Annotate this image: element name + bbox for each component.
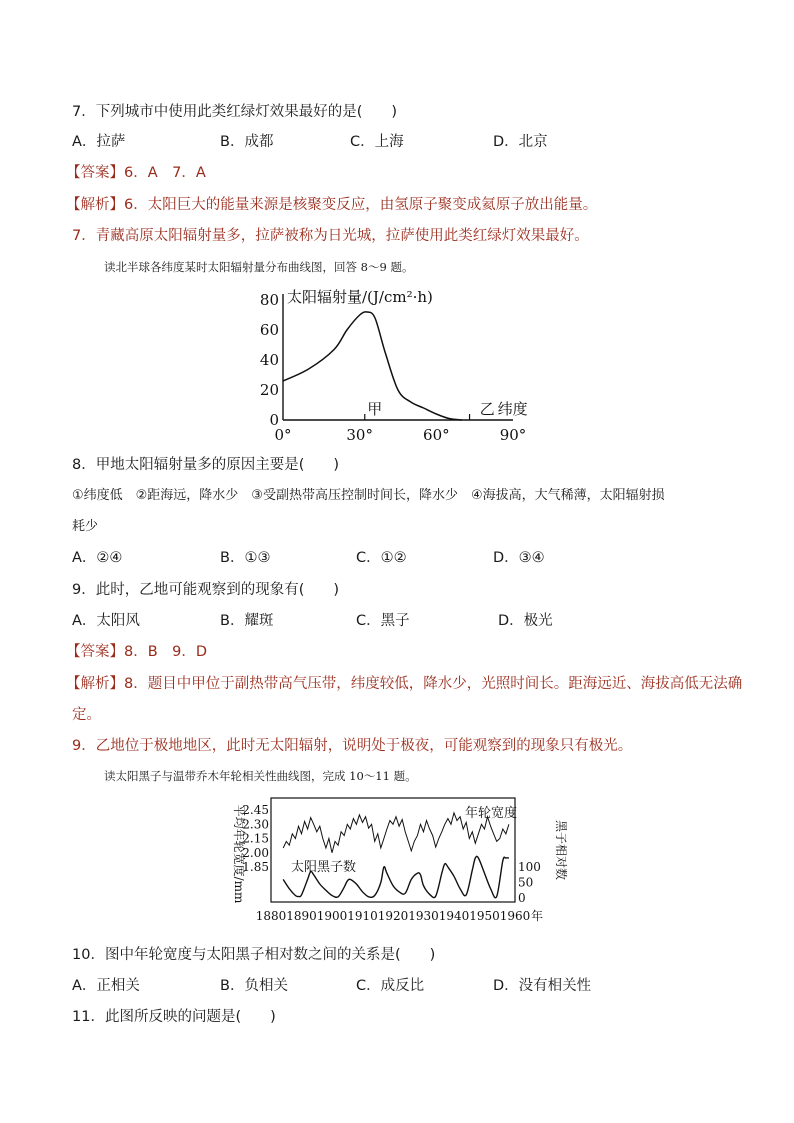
q10-option-b: B．负相关	[220, 978, 288, 994]
tree-ring-sunspot-chart	[225, 795, 568, 930]
y-tick-label: 0	[269, 411, 279, 429]
analysis-6	[66, 195, 597, 215]
answer-8-9	[66, 642, 207, 662]
q8-option-d: D．③④	[493, 550, 545, 566]
x-tick-label: 1880	[255, 909, 287, 923]
analysis-text: 8．题目中甲位于副热带高气压带，纬度较低，降水少，光照时间长。距海远近、海拔高低无法确	[124, 676, 743, 692]
q9-option-d: D．极光	[498, 613, 553, 629]
answer-tag: 【答案】	[66, 165, 124, 181]
question-9-stem: 9．此时，乙地可能观察到的现象有( )	[72, 582, 340, 598]
figure-2-caption: 读太阳黑子与温带乔木年轮相关性曲线图，完成 10～11 题。	[104, 769, 417, 783]
ring-width-series-label: 年轮宽度	[465, 806, 518, 821]
analysis-tag: 【解析】	[66, 676, 124, 692]
solar-radiation-chart	[255, 286, 555, 446]
analysis-text: 6．太阳巨大的能量来源是核聚变反应，由氢原子聚变成氦原子放出能量。	[124, 197, 598, 213]
q7-option-c: C．上海	[350, 134, 404, 150]
x-tick-label: 90°	[499, 426, 527, 444]
chart-title: 太阳辐射量/(J/cm²·h)	[287, 288, 433, 306]
q10-option-d: D．没有相关性	[493, 978, 592, 994]
left-y-tick-label: 2.45	[242, 803, 269, 817]
analysis-8	[66, 674, 742, 694]
y-tick-label: 80	[259, 291, 279, 309]
right-y-axis-label: 黑子相对数	[554, 819, 568, 881]
x-tick-label: 1950	[469, 909, 500, 923]
q8-choices-line1: ①纬度低 ②距海远，降水少 ③受副热带高压控制时间长，降水少 ④海拔高，大气稀薄，太阳辐射损	[72, 488, 665, 503]
q9-option-b: B．耀斑	[220, 613, 274, 629]
x-tick-label: 1900	[316, 909, 348, 923]
q10-option-c: C．成反比	[356, 978, 425, 994]
q7-option-d: D．北京	[493, 134, 548, 150]
q8-choices-line2: 耗少	[72, 519, 99, 534]
left-y-tick-label: 2.15	[242, 831, 269, 846]
y-tick-label: 20	[259, 381, 279, 399]
y-tick-label: 40	[259, 351, 279, 369]
y-tick-label: 60	[259, 321, 279, 339]
q9-option-a: A．太阳风	[72, 613, 140, 629]
analysis-9: 9．乙地位于极地地区，此时无太阳辐射，说明处于极夜，可能观察到的现象只有极光。	[72, 738, 633, 754]
x-tick-label: 60°	[423, 426, 450, 444]
q10-option-a: A．正相关	[72, 978, 140, 994]
x-tick-label: 1960	[499, 909, 531, 923]
left-y-axis-label: 平均年轮宽度/mm	[232, 804, 246, 904]
question-7-stem: 7．下列城市中使用此类红绿灯效果最好的是( )	[72, 104, 398, 120]
q8-option-b: B．①③	[220, 550, 271, 566]
answer-text: 6．A 7．A	[124, 165, 206, 181]
question-11-stem: 11．此图所反映的问题是( )	[72, 1009, 276, 1025]
x-tick-label: 0°	[274, 426, 292, 444]
q9-option-c: C．黑子	[356, 613, 410, 629]
q7-option-a: A．拉萨	[72, 134, 126, 150]
x-tick-label: 1940	[438, 909, 470, 923]
q8-option-c: C．①②	[356, 550, 407, 566]
right-y-tick-label: 0	[518, 891, 526, 905]
x-tick-label: 1920	[377, 909, 409, 923]
analysis-7: 7．青藏高原太阳辐射量多，拉萨被称为日光城，拉萨使用此类红绿灯效果最好。	[72, 228, 589, 244]
answer-6-7	[66, 163, 206, 183]
x-tick-label: 30°	[346, 426, 373, 444]
answer-text: 8．B 9．D	[124, 644, 208, 660]
sunspot-series-label: 太阳黑子数	[291, 860, 357, 875]
figure-1-caption: 读北半球各纬度某时太阳辐射量分布曲线图，回答 8～9 题。	[104, 260, 414, 274]
answer-tag: 【答案】	[66, 644, 124, 660]
x-axis-label: 年	[531, 909, 544, 923]
question-8-stem: 8．甲地太阳辐射量多的原因主要是( )	[72, 457, 340, 473]
left-y-tick-label: 2.00	[242, 845, 269, 860]
question-10-stem: 10．图中年轮宽度与太阳黑子相对数之间的关系是( )	[72, 947, 436, 963]
q7-option-b: B．成都	[220, 134, 274, 150]
analysis-tag: 【解析】	[66, 197, 124, 213]
x-tick-label: 1930	[408, 909, 439, 923]
x-tick-label: 1910	[347, 909, 378, 923]
marker-jia-label: 甲	[367, 400, 383, 418]
left-y-tick-label: 2.30	[242, 817, 269, 832]
x-axis-label: 纬度	[497, 400, 528, 418]
right-y-tick-label: 100	[518, 860, 541, 874]
marker-yi-label: 乙	[479, 400, 495, 418]
right-y-tick-label: 50	[518, 875, 534, 890]
x-tick-label: 1890	[286, 909, 317, 923]
analysis-8-cont: 定。	[72, 707, 101, 723]
left-y-tick-label: 1.85	[242, 860, 269, 874]
q8-option-a: A．②④	[72, 550, 123, 566]
